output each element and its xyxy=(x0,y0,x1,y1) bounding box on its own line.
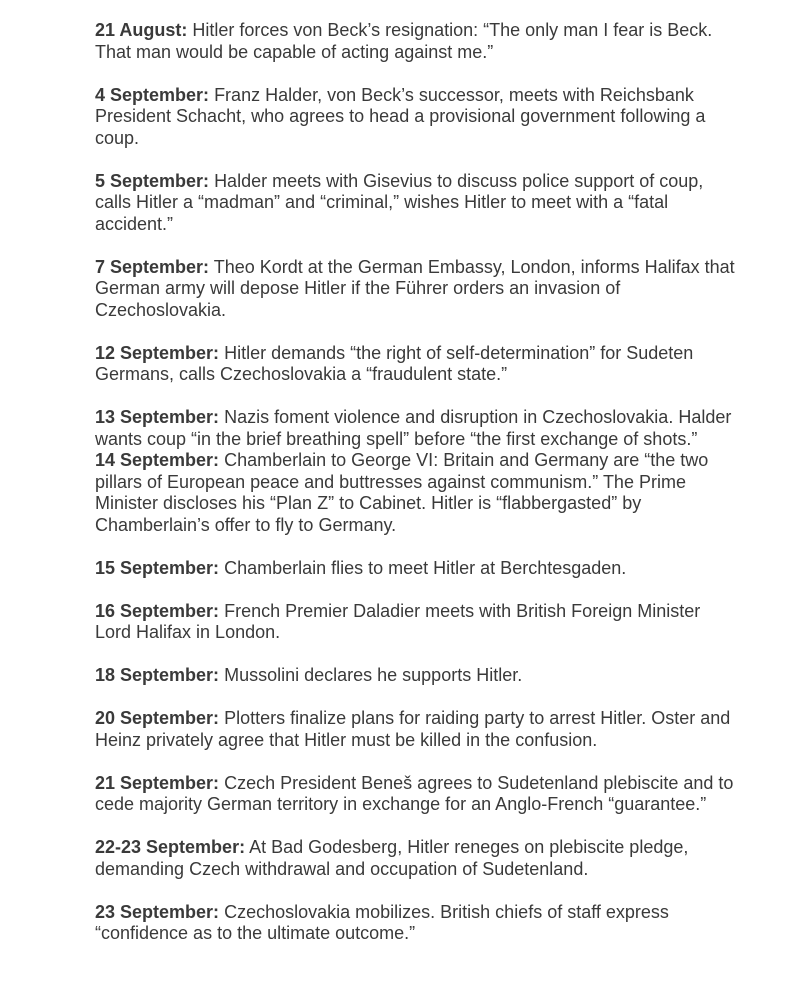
entry-date: 5 September: xyxy=(95,170,210,191)
entry-date: 13 September: xyxy=(95,407,220,427)
entry-date: 22-23 September: xyxy=(95,837,246,857)
entry-date: 23 September: xyxy=(95,901,220,922)
timeline-entry xyxy=(95,558,735,580)
entry-date: 7 September: xyxy=(95,256,210,277)
entry-text: Theo Kordt at the German Embassy, London, informs Halifax that German army will depose Hitler if the Führer orders an invasion of Czechoslovakia. xyxy=(95,256,735,320)
entry-text: At Bad Godesberg, Hitler reneges on plebiscite pledge, demanding Czech withdrawal and occupation of Sudetenland. xyxy=(95,837,689,879)
entry-text: Mussolini declares he supports Hitler. xyxy=(224,665,523,685)
entry-date: 4 September: xyxy=(95,84,210,105)
entry-date: 20 September: xyxy=(95,708,220,728)
entry-text: Plotters finalize plans for raiding party to arrest Hitler. Oster and Heinz privately agree that Hitler must be killed in the confusion. xyxy=(95,708,731,750)
timeline-entry xyxy=(95,257,735,322)
timeline-entry xyxy=(95,837,735,880)
entry-text: Czechoslovakia mobilizes. British chiefs of staff express “confidence as to the ultimate outcome.” xyxy=(95,901,669,943)
entry-text: Nazis foment violence and disruption in Czechoslovakia. Halder wants coup “in the brief breathing spell” before “the first exchange of shots.” xyxy=(95,407,732,449)
entry-text: Halder meets with Gisevius to discuss police support of coup, calls Hitler a “madman” and “criminal,” wishes Hitler to meet with a “fatal accident.” xyxy=(95,170,704,234)
timeline-entry xyxy=(95,902,735,945)
timeline-entry xyxy=(95,20,735,63)
entry-text: Chamberlain flies to meet Hitler at Berchtesgaden. xyxy=(224,557,627,578)
entry-text: Chamberlain to George VI: Britain and Germany are “the two pillars of European peace and buttresses against communism.” The Prime Minister discloses his “Plan Z” to Cabinet. Hitler is “flabbergasted” by Chamberlain’s offer to fly to Germany. xyxy=(95,450,709,535)
timeline-entry xyxy=(95,773,735,816)
entry-date: 16 September: xyxy=(95,600,220,621)
entry-text: Czech President Beneš agrees to Sudetenland plebiscite and to cede majority German territory in exchange for an Anglo-French “guarantee.” xyxy=(95,772,734,814)
entry-text: French Premier Daladier meets with British Foreign Minister Lord Halifax in London. xyxy=(95,600,701,642)
entry-date: 12 September: xyxy=(95,342,220,363)
timeline-entry xyxy=(95,708,735,751)
timeline-entry xyxy=(95,343,735,386)
entry-date: 15 September: xyxy=(95,557,220,578)
entry-text: Hitler forces von Beck’s resignation: “The only man I fear is Beck. That man would be capable of acting against me.” xyxy=(95,20,713,62)
entry-text: Hitler demands “the right of self-determination” for Sudeten Germans, calls Czechoslovakia a “fraudulent state.” xyxy=(95,342,694,384)
timeline-entry xyxy=(95,407,735,450)
entry-date: 21 September: xyxy=(95,772,220,793)
timeline-entry xyxy=(95,665,735,687)
entry-date: 14 September: xyxy=(95,450,220,470)
timeline-entry xyxy=(95,171,735,236)
timeline-entry xyxy=(95,601,735,644)
entry-date: 21 August: xyxy=(95,20,188,40)
timeline-entry xyxy=(95,450,735,536)
timeline-entry xyxy=(95,85,735,150)
entry-text: Franz Halder, von Beck’s successor, meets with Reichsbank President Schacht, who agrees to head a provisional government following a coup. xyxy=(95,84,706,148)
entry-date: 18 September: xyxy=(95,665,220,685)
timeline xyxy=(95,20,735,966)
